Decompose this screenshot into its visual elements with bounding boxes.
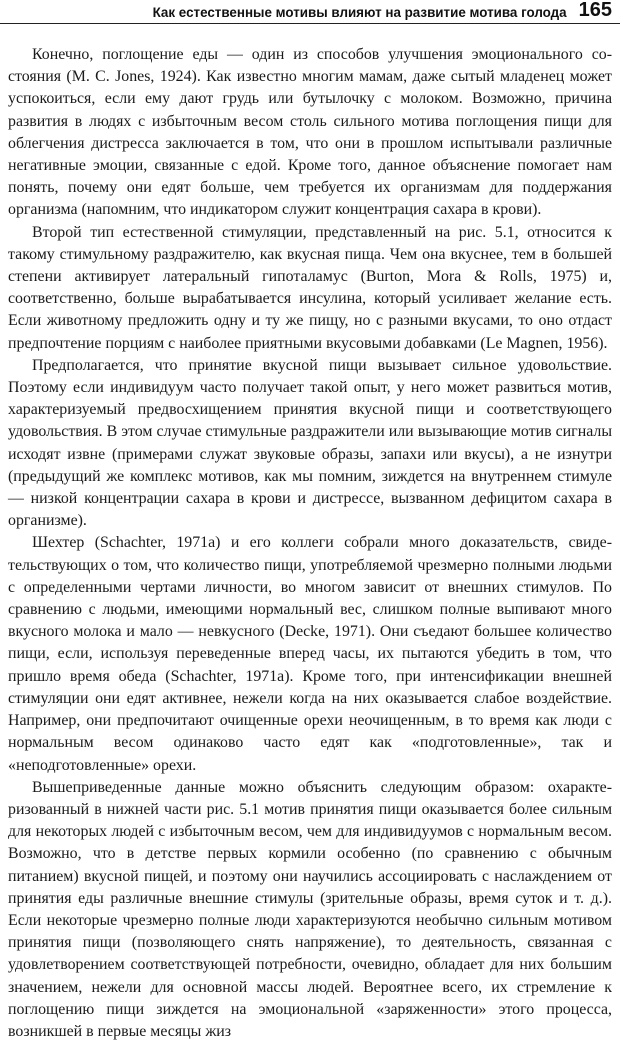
page-number: 165 <box>578 0 612 21</box>
paragraph: Второй тип естественной стимуляции, представленный на рис. 5.1, относится к такому стимульному раздражителю, как вкусная пища. Чем она вкуснее, тем в большей степени активирует латеральный гипоталамус (Burton, Mora & Rolls, 1975) и, соответственно, больше вырабатывается инсулина, который усиливает желание есть. Если животному предложить одну и ту же пищу, но с разными вкусами, то оно отдаст предпочтение порциям с наиболее приятными вкусовыми добавками (Le Magnen, 1956). <box>8 223 612 352</box>
body-text <box>8 44 612 1043</box>
paragraph: Предполагается, что принятие вкусной пищи вызывает сильное удовольствие. Поэтому если индивидуум часто получает такой опыт, у него может развиться мотив, характеризуемый предвосхищением принятия вкусной пищи и соответствующего удовольствия. В этом случае стимульные раздражители или вызывающие мотив сигналы исходят извне (примерами служат звуковые образы, запахи или вкусы), а не изнутри (предыдущий же комплекс мотивов, как мы помним, зиждется на внутреннем стимуле — низкой концентрации сахара в крови и дистрессе, вызванном дефицитом сахара в организме). <box>8 356 612 530</box>
paragraph: Конечно, поглощение еды — один из способов улучшения эмоционального состояния (M. C. Jones, 1924). Как известно многим мамам, даже сытый младенец может успокоиться, если ему дают грудь или бутылочку с молоком. Возможно, причина развития в людях с избыточным весом столь сильного мотива поглощения пищи для облегчения дистресса заключается в том, что они в прошлом испытывали различные негативные эмоции, связанные с едой. Кроме того, данное объяснение помогает нам понять, почему они едят больше, чем требуется их организмам для поддержания организма (напомним, что индикатором служит концентрация сахара в крови). <box>8 46 612 219</box>
running-title: Как естественные мотивы влияют на развитие мотива голода <box>152 5 567 20</box>
running-header <box>0 0 620 24</box>
paragraph: Шехтер (Schachter, 1971a) и его коллеги собрали много доказательств, свидетельствующих о том, что количество пищи, употребляемой чрезмерно полными людьми с определенными чертами личности, во многом зависит от внешних стимулов. По сравнению с людьми, имеющими нормальный вес, слишком полные выпивают много вкусного молока и мало — невкусного (Decke, 1971). Они съедают большее количество пищи, если, используя переведенные вперед часы, их пытаются убедить в том, что пришло время обеда (Schachter, 1971a). Кроме того, при интенсификации внешней стимуляции они едят активнее, нежели когда на них оказывается слабое воздействие. Например, они предпочитают очищенные орехи неочищенным, в то время как люди с нормальным весом одинаково часто едят как «подготовленные», так и «неподготовленные» орехи. <box>8 534 612 774</box>
paragraph: Вышеприведенные данные можно объяснить следующим образом: охарактеризованный в нижней части рис. 5.1 мотив принятия пищи оказывается более сильным для некоторых людей с избыточным весом, чем для индивидуумов с нормальным весом. Возможно, что в детстве первых кормили особенно (по сравнению с обычным питанием) вкусной пищей, и поэтому они научились ассоциировать с наслаждением от принятия еды различные внешние стимулы (зрительные образы, время суток и т. д.). Если некоторые чрезмерно полные люди характеризуются необычно сильным мотивом принятия пищи (позволяющего снять напряжение), то деятельность, связанная с удовлетворением соответствующей потребности, очевидно, обладает для них большим значением, нежели для основной массы людей. Вероятнее всего, их стремление к поглощению пищи зиждется на эмоциональной «заряженности» этого процесса, возникшей в первые месяцы жиз <box>8 778 612 1040</box>
